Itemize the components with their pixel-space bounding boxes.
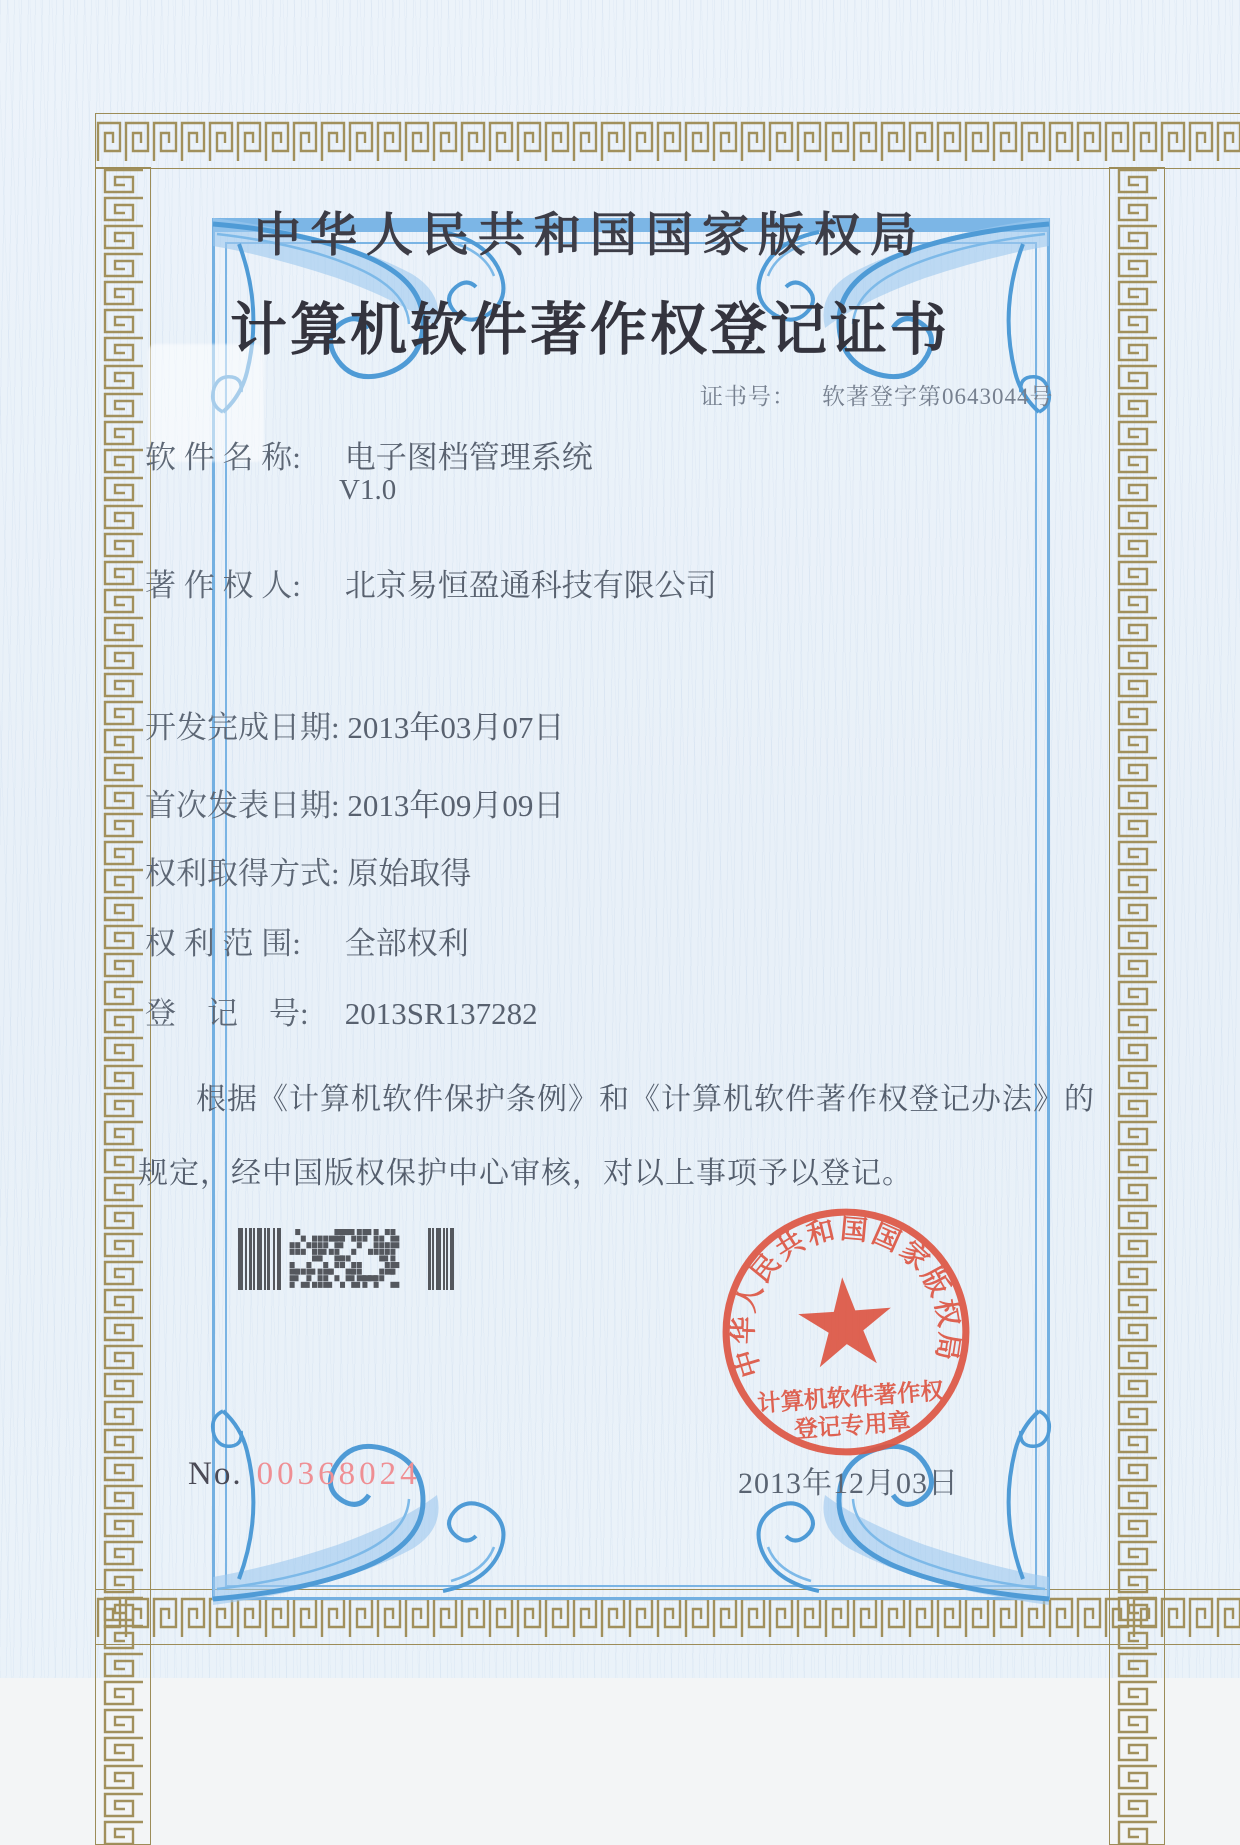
- field-value: 北京易恒盈通科技有限公司: [344, 568, 717, 603]
- seal-line1: 计算机软件著作权: [756, 1378, 945, 1418]
- field-row-copyright-owner: [145, 560, 717, 605]
- corner-flourish-icon: [207, 1401, 507, 1607]
- field-value: 2013年09月09日: [347, 788, 565, 823]
- gold-meander-border-right: [1109, 167, 1165, 1845]
- seal-ring-text: 中华人民共和国国家版权局: [728, 1213, 965, 1381]
- red-star-icon: [796, 1274, 895, 1368]
- gold-meander-border-top: [95, 113, 1240, 169]
- authority-title: 中华人民共和国国家版权局: [254, 210, 926, 262]
- field-value: 电子图档管理系统: [344, 440, 593, 475]
- field-label: 首次发表日期:: [145, 788, 340, 823]
- certificate-number-label: 证书号：: [700, 384, 796, 409]
- field-row-dev-complete-date: [145, 702, 564, 747]
- official-seal: [709, 1195, 982, 1468]
- body-paragraph-line2: 规定，经中国版权保护中心审核，对以上事项予以登记。: [138, 1157, 913, 1190]
- certificate-number-value: 软著登字第0643044号: [822, 384, 1054, 409]
- field-label: 软 件 名 称:: [145, 440, 301, 475]
- serial-number-label: No.: [188, 1456, 243, 1492]
- field-label: 开发完成日期:: [145, 710, 340, 745]
- field-row-software-name: [145, 432, 593, 477]
- body-paragraph-line1: 根据《计算机软件保护条例》和《计算机软件著作权登记办法》的: [196, 1083, 1095, 1116]
- field-row-registration-number: [145, 988, 538, 1033]
- certificate-title: 计算机软件著作权登记证书: [230, 299, 950, 362]
- field-value: 2013年03月07日: [347, 710, 565, 745]
- certificate-number-line: [700, 378, 1054, 411]
- gold-meander-border-left: [95, 167, 151, 1845]
- issue-date: 2013年12月03日: [738, 1467, 959, 1500]
- seal-line2: 登记专用章: [793, 1409, 912, 1444]
- field-value: 全部权利: [344, 926, 469, 961]
- field-row-rights-acquisition: [145, 848, 471, 893]
- field-label: 著 作 权 人:: [145, 568, 301, 603]
- field-value: 2013SR137282: [344, 996, 538, 1031]
- field-label: 权 利 范 围:: [145, 926, 301, 961]
- barcode: [238, 1228, 454, 1290]
- field-label: 权利取得方式:: [145, 856, 340, 891]
- serial-number-value: 00368024: [256, 1456, 421, 1492]
- field-row-first-publish-date: [145, 780, 564, 825]
- field-row-rights-scope: [145, 918, 469, 963]
- field-label: 登 记 号:: [145, 996, 309, 1031]
- field-value: 原始取得: [347, 856, 472, 891]
- serial-number-line: [188, 1456, 421, 1493]
- software-version: V1.0: [339, 474, 397, 506]
